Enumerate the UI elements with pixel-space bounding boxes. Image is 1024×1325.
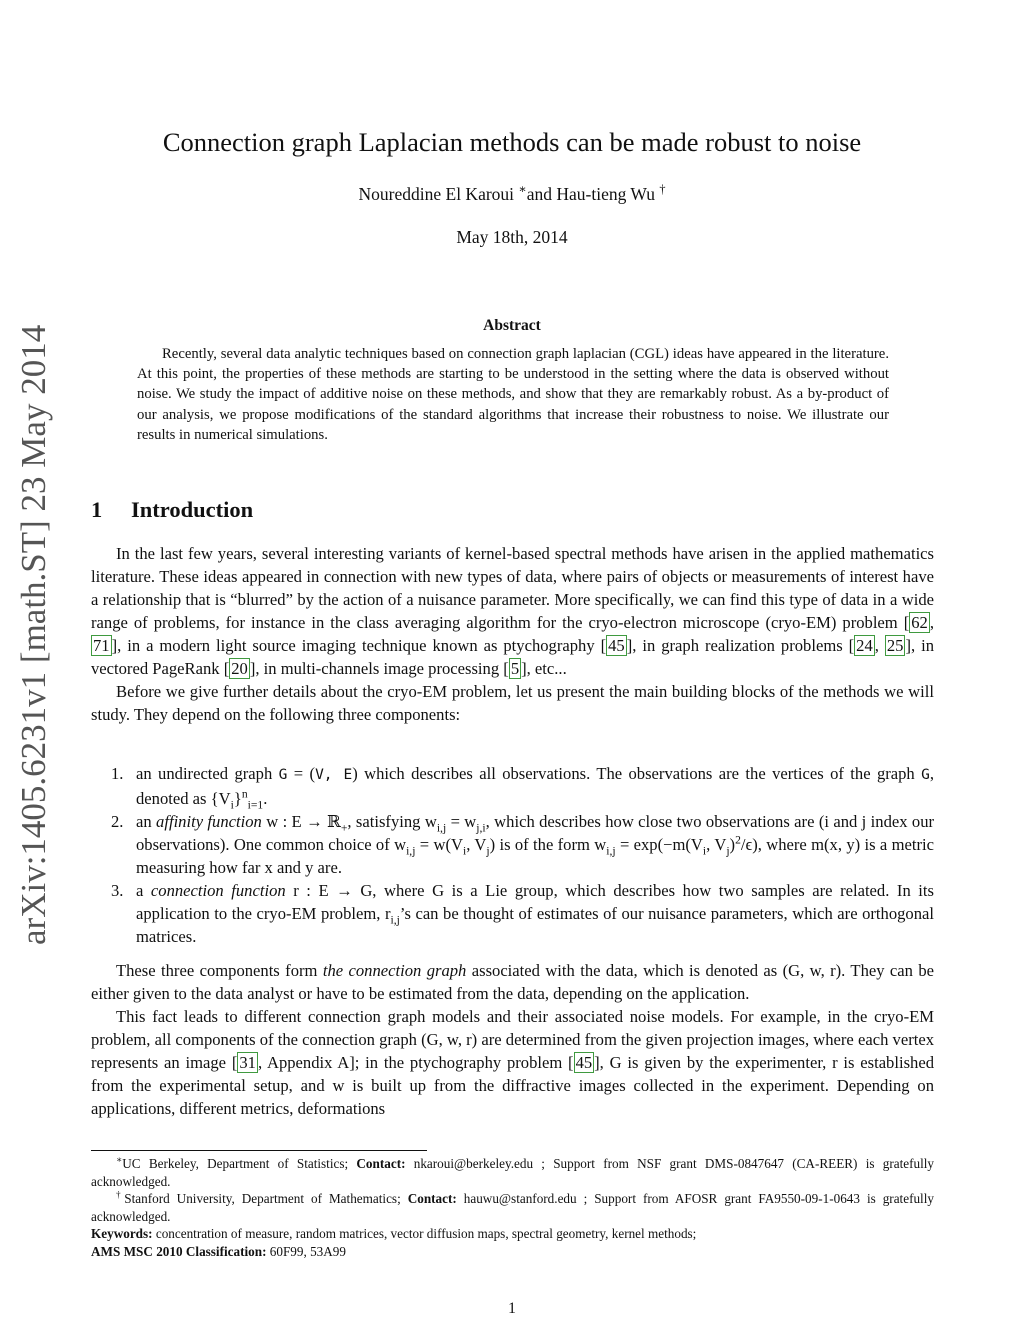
after-list-text <box>91 959 934 1120</box>
text-run: . <box>263 789 268 808</box>
text-run: = exp(−m(V <box>615 835 703 854</box>
list-item <box>111 810 934 879</box>
page-number: 1 <box>508 1300 516 1317</box>
components-list <box>111 762 934 948</box>
subscript: i,j <box>436 821 447 835</box>
text-run: w : E → ℝ <box>261 812 341 831</box>
authors-line <box>0 183 1024 206</box>
subscript: i=1 <box>247 798 264 812</box>
text-run: ], in a modern light source imaging technique known as ptychography [ <box>111 636 607 655</box>
keywords-label: Keywords: <box>91 1226 153 1241</box>
contact-label: Contact: <box>407 1191 457 1206</box>
keywords-line <box>91 1225 934 1243</box>
text-run: ], in multi-channels image processing [ <box>249 659 509 678</box>
paper-date: May 18th, 2014 <box>456 227 568 247</box>
subscript: i <box>462 844 467 858</box>
text-run: , V <box>706 835 727 854</box>
text-run: These three components form <box>116 961 323 980</box>
math-symbol: V, E <box>315 767 353 783</box>
text-run: , Appendix A]; in the ptychography problem [ <box>257 1053 574 1072</box>
subscript: i,j <box>390 913 400 927</box>
classification-label: AMS MSC 2010 Classification: <box>91 1243 267 1259</box>
math-symbol: G <box>921 767 930 783</box>
footnote-marker: † <box>659 182 666 197</box>
subscript: i <box>702 844 707 858</box>
superscript: n <box>241 787 248 801</box>
text-run: a <box>136 881 151 900</box>
citation-link[interactable]: 71 <box>93 636 110 655</box>
text-run: In the last few years, several interesting variants of kernel-based spectral methods have arisen in the applied mathematics literature. These ideas appeared in connection with new types of data, where pairs of objects or measurements of interest have a relationship that is “blurred” by the action of a nuisance parameter. More specifically, we can find this type of data in a wide range of problems, for instance in the class averaging algorithm for the cryo-electron microscope (cryo-EM) problem [ <box>91 544 934 632</box>
text-run: , which describes how close two observations are (i and j index our observations). One common choice of w <box>136 812 935 854</box>
subscript: + <box>340 821 348 835</box>
paragraph: In the last few years, several interesting variants of kernel-based spectral methods have arisen in the applied mathematics literature. These ideas appeared in connection with new types of data, where pairs of objects or measurements of interest have a relationship that is “blurred” by the action of a nuisance parameter. More specifically, we can find this type of data in a wide range of problems, for instance in the class averaging algorithm for the cryo-electron microscope (cryo-EM) problem [ 62 , 71 ], in a modern light source imaging technique known as ptychography [ 45 ], in graph realization problems [ 24 , 25 ], in vectored PageRank [ 20 ], in multi-channels image processing [ 5 ], etc... <box>91 544 935 678</box>
footnote-marker: † <box>116 1189 125 1200</box>
abstract-heading: Abstract <box>483 317 541 334</box>
keywords-text: concentration of measure, random matrices, vector diffusion maps, spectral geometry, kernel methods; <box>152 1226 697 1241</box>
citation-link[interactable]: 62 <box>911 613 928 632</box>
text-run: r : E → G, where G is a Lie group, which describes how two samples are related. In its application to the cryo-EM problem, r <box>136 881 934 923</box>
text-run: This fact leads to different connection graph models and their associated noise models. For example, in the cryo-EM problem, all components of the connection graph (G, w, r) are determined from the given projection images, where each vertex represents an image [ <box>91 1007 934 1072</box>
abstract-text <box>137 344 889 445</box>
paper-title: Connection graph Laplacian methods can be made robust to noise <box>162 127 862 157</box>
contact-label: Contact: <box>356 1156 406 1171</box>
text-run: } <box>233 789 242 808</box>
text-run: nkaroui@berkeley.edu ; Support from NSF grant DMS-0847647 (CA-REER) is gratefully acknowledged. <box>91 1156 934 1189</box>
text-run: /ϵ), where m(x, y) is a metric measuring how far x and y are. <box>136 835 934 877</box>
paragraph: Before we give further details about the cryo-EM problem, let us present the main building blocks of the methods we will study. They depend on the following three components: <box>91 682 934 724</box>
paragraph <box>91 959 934 1005</box>
section-title: Introduction <box>131 497 254 522</box>
section-number: 1 <box>91 497 103 522</box>
subscript: j <box>726 844 730 858</box>
list-marker: 2. <box>111 812 124 831</box>
emphasis: the connection graph <box>322 961 467 980</box>
footnote-marker: ∗ <box>518 182 527 197</box>
text-run: UC Berkeley, Department of Statistics; <box>122 1156 357 1171</box>
citation-link[interactable]: 5 <box>510 659 520 678</box>
footnote <box>91 1155 934 1190</box>
intro-text <box>91 542 934 726</box>
text-run: ], etc... <box>521 659 567 678</box>
text-run: , denoted as {V <box>136 764 935 808</box>
section-heading <box>91 495 253 525</box>
text-run: = w(V <box>415 835 463 854</box>
text-run: = ( <box>287 764 316 783</box>
text-run: ) <box>729 835 736 854</box>
text-run: Stanford University, Department of Mathematics; <box>124 1191 408 1206</box>
author-name: Noureddine El Karoui <box>358 184 519 204</box>
emphasis: connection function <box>150 881 286 900</box>
text-run: , V <box>466 835 487 854</box>
subscript: i <box>230 798 234 812</box>
paragraph <box>91 1005 934 1120</box>
citation-link[interactable]: 25 <box>886 636 904 655</box>
subscript: i,j <box>606 844 616 858</box>
text-run: an <box>136 812 157 831</box>
text-run: ) which describes all observations. The observations are the vertices of the graph <box>352 764 922 783</box>
list-marker: 3. <box>111 881 124 900</box>
emphasis: affinity function <box>156 812 262 831</box>
list-marker: 1. <box>111 764 124 783</box>
citation-link[interactable]: 20 <box>231 659 248 678</box>
footnote <box>91 1190 934 1225</box>
citation-link[interactable]: 45 <box>608 636 625 655</box>
text-run: ) is of the form w <box>489 835 607 854</box>
subscript: i,j <box>406 844 416 858</box>
text-run: ], in graph realization problems [ <box>626 636 855 655</box>
footnote-divider <box>91 1150 427 1151</box>
text-run: an undirected graph <box>136 764 279 783</box>
footnote-marker: ∗ <box>116 1154 123 1165</box>
text-run: associated with the data, which is denoted as (G, w, r). They can be either given to the data analyst or have to be estimated from the data, depending on the application. <box>91 961 935 1003</box>
classification-text: 60F99, 53A99 <box>266 1243 346 1259</box>
subscript: j <box>486 844 490 858</box>
citation-link[interactable]: 24 <box>856 636 873 655</box>
text-run: = w <box>446 812 477 831</box>
math-symbol: G <box>278 767 288 783</box>
subscript: j,i <box>476 821 486 835</box>
list-item <box>111 762 934 810</box>
citation-link[interactable]: 31 <box>239 1053 256 1072</box>
text-run: hauwu@stanford.edu ; Support from AFOSR grant FA9550-09-1-0643 is gratefully acknowledged. <box>91 1191 934 1224</box>
text-run: ], G is given by the experimenter, r is established from the experimental setup, and w is built up from the diffractive images collected in the experiment. Depending on applications, different metrics, deformations <box>91 1053 934 1118</box>
text-run: , satisfying w <box>347 812 437 831</box>
classification-line <box>91 1243 934 1261</box>
arxiv-identifier: arXiv:1405.6231v1 [math.ST] 23 May 2014 <box>14 324 53 945</box>
citation-link[interactable]: 45 <box>575 1053 593 1072</box>
list-item <box>111 879 934 948</box>
author-name: and Hau-tieng Wu <box>526 184 660 204</box>
footnotes <box>91 1155 934 1260</box>
superscript: 2 <box>735 833 741 847</box>
text-run: ’s can be thought of estimates of our nuisance parameters, which are orthogonal matrices. <box>136 904 934 946</box>
abstract-paragraph: Recently, several data analytic techniques based on connection graph laplacian (CGL) ideas have appeared in the literature. At this point, the properties of these methods are starting to be understood in the setting where the data is observed without noise. We study the impact of additive noise on these methods, and show that they are remarkably robust. As a by-product of our analysis, we propose modifications of the standard algorithms that increase their robustness to noise. We illustrate our results in numerical simulations. <box>137 346 889 443</box>
text-run: ], in vectored PageRank [ <box>91 636 935 678</box>
